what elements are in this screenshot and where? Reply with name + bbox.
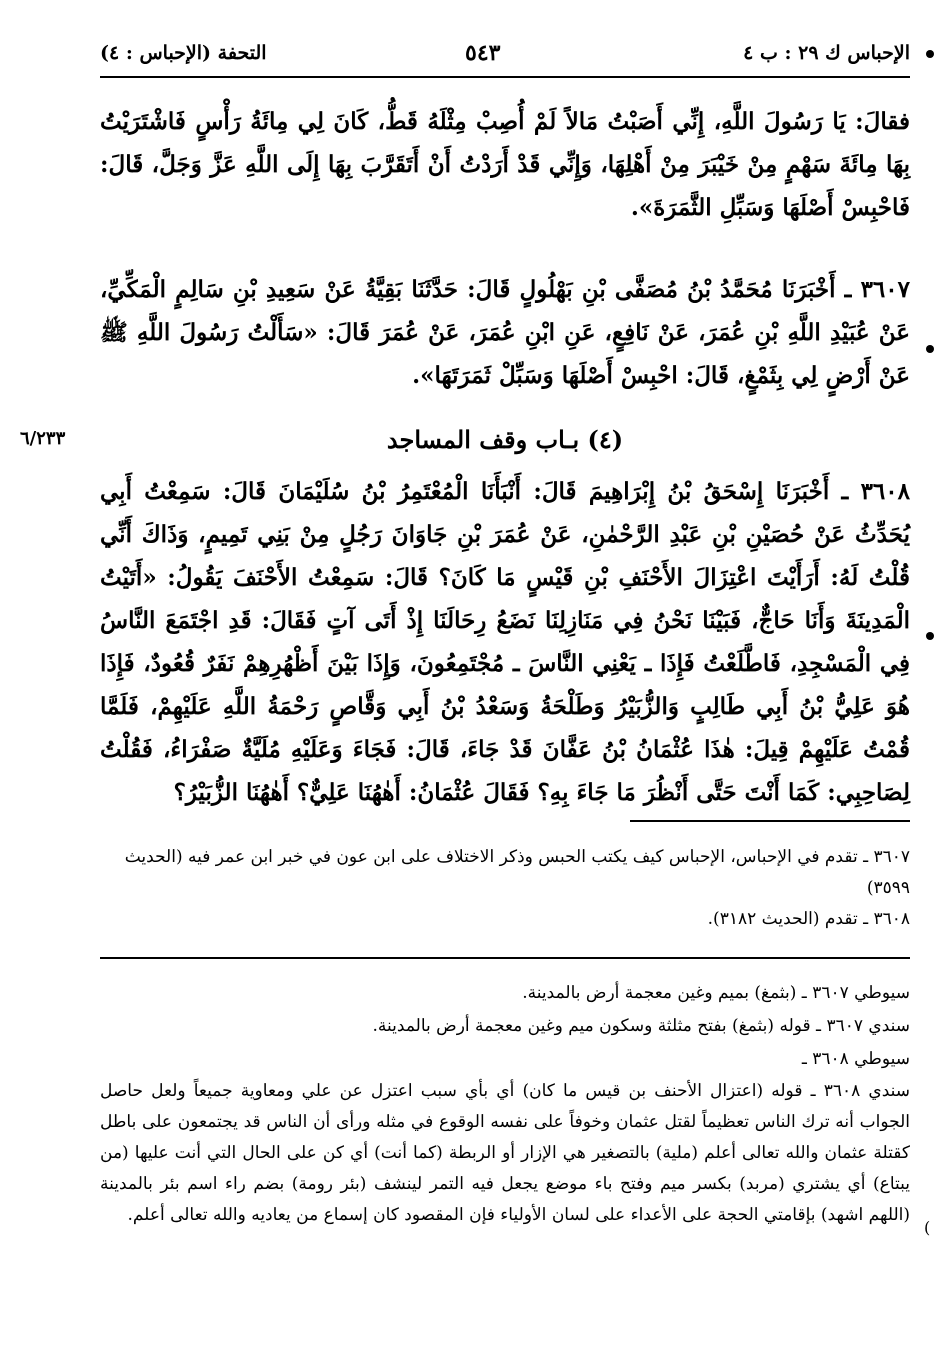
commentary-divider (100, 957, 910, 959)
footnote-3607: ٣٦٠٧ ـ تقدم في الإحباس، الإحباس كيف يكتب الحبس وذكر الاختلاف على ابن عون في خبر ابن عمر فيه (الحديث ٣٥٩٩) (124, 847, 910, 898)
commentary-sindi-3607: سندي ٣٦٠٧ ـ قوله (بثمغ) بفتح مثلثة وسكون ميم وغين معجمة أرض بالمدينة. (372, 1016, 910, 1036)
commentary-suyuti-3608: سيوطي ٣٦٠٨ ـ (801, 1049, 910, 1069)
commentary-suyuti-3607: سيوطي ٣٦٠٧ ـ (بثمغ) بميم وغين معجمة أرض بالمدينة. (522, 983, 910, 1003)
hadith-continuation: فقالَ: يَا رَسُولَ اللَّهِ، إِنِّي أَصَبْتُ مَالاً لَمْ أُصِبْ مِثْلَهُ قَطُّ، كَانَ لِي مِائَةُ رَأْسٍ فَاشْتَرَيْتُ بِهَا مِائَةَ سَهْمٍ مِنْ خَيْبَرَ مِنْ أَهْلِهَا، وَإِنِّي قَدْ أَرَدْتُ أَنْ أَتَقَرَّبَ بِهَا إِلَى اللَّهِ عَزَّ وَجَلَّ، قَالَ: فَاحْبِسْ أَصْلَهَا وَسَبِّلِ الثَّمَرَةَ». (100, 108, 910, 221)
header-tuhfa-ref: التحفة (الإحباس : ٤) (100, 42, 267, 64)
footnote-3608: ٣٦٠٨ ـ تقدم (الحديث ٣١٨٢). (707, 909, 910, 929)
running-header (100, 40, 910, 78)
margin-reference: ٦/٢٣٣ (20, 428, 66, 449)
margin-dot (926, 50, 934, 58)
margin-dot (926, 632, 934, 640)
margin-dot (926, 345, 934, 353)
page-number: ٥٤٣ (465, 40, 501, 66)
footnote-divider (630, 820, 910, 822)
header-book-ref: الإحباس ك ٢٩ : ب ٤ (743, 42, 910, 64)
chapter-title: (٤) بـاب وقف المساجد (386, 425, 624, 454)
margin-paren-mark: ( (924, 1218, 931, 1237)
hadith-3607: ٣٦٠٧ ـ أَخْبَرَنَا مُحَمَّدُ بْنُ مُصَفَّى بْنِ بَهْلُولٍ قَالَ: حَدَّثَنَا بَقِيَّةُ عَنْ سَعِيدِ بْنِ سَالِمٍ الْمَكِّيِّ، عَنْ عُبَيْدِ اللَّهِ بْنِ عُمَرَ، عَنْ نَافِعٍ، عَنِ ابْنِ عُمَرَ، عَنْ عُمَرَ قَالَ: «سَأَلْتُ رَسُولَ اللَّهِ ﷺ عَنْ أَرْضٍ لِي بِثَمْغٍ، قَالَ: احْبِسْ أَصْلَهَا وَسَبِّلْ ثَمَرَتَهَا». (100, 276, 910, 389)
commentary-sindi-3608: سندي ٣٦٠٨ ـ قوله (اعتزال الأحنف بن قيس ما كان) أي بأي سبب اعتزل عن علي ومعاوية جميعاً ولعل حاصل الجواب أنه ترك الناس تعظيماً لقتل عثمان وخوفاً على نفسه الوقوع في مثله ورأى أن الناس قد يجتمعون على باطل كقتلة عثمان والله تعالى أعلم (ملية) بالتصغير هي الإزار أو الربطة (كما أنت) أي كن على الحال التي أنت عليها (من يبتاع) أي يشتري (مربد) بكسر ميم وفتح باء موضع يجعل فيه التمر لينشف (بئر رومة) بضم راء اسم بئر بالمدينة (اللهم اشهد) بإقامتي الحجة على الأعداء على لسان الأولياء فإن المقصود كان إسماع من يعاديه والله تعالى أعلم. (100, 1081, 910, 1225)
hadith-3608: ٣٦٠٨ ـ أَخْبَرَنَا إِسْحَقُ بْنُ إِبْرَاهِيمَ قَالَ: أَنْبَأَنَا الْمُعْتَمِرُ بْنُ سُلَيْمَانَ قَالَ: سَمِعْتُ أَبِي يُحَدِّثُ عَنْ حُصَيْنِ بْنِ عَبْدِ الرَّحْمٰنِ، عَنْ عُمَرَ بْنِ جَاوَانَ رَجُلٍ مِنْ بَنِي تَمِيمٍ، وَذَاكَ أَنِّي قُلْتُ لَهُ: أَرَأَيْتَ اعْتِزَالَ الأَحْنَفِ بْنِ قَيْسٍ مَا كَانَ؟ قَالَ: سَمِعْتُ الأَحْنَفَ يَقُولُ: «أَتَيْتُ الْمَدِينَةَ وَأَنَا حَاجٌّ، فَبَيْنَا نَحْنُ فِي مَنَازِلِنَا نَضَعُ رِحَالَنَا إِذْ أَتَى آتٍ فَقَالَ: قَدِ اجْتَمَعَ النَّاسُ فِي الْمَسْجِدِ، فَاطَّلَعْتُ فَإِذَا ـ يَعْنِي النَّاسَ ـ مُجْتَمِعُونَ، وَإِذَا بَيْنَ أَظْهُرِهِمْ نَفَرٌ قُعُودٌ، فَإِذَا هُوَ عَلِيُّ بْنُ أَبِي طَالِبٍ وَالزُّبَيْرُ وَطَلْحَةُ وَسَعْدُ بْنُ أَبِي وَقَّاصٍ رَحْمَةُ اللَّهِ عَلَيْهِمْ، فَلَمَّا قُمْتُ عَلَيْهِمْ قِيلَ: هٰذَا عُثْمَانُ بْنُ عَفَّانَ قَدْ جَاءَ، قَالَ: فَجَاءَ وَعَلَيْهِ مُلَيَّةٌ صَفْرَاءُ، فَقُلْتُ لِصَاحِبِي: كَمَا أَنْتَ حَتَّى أَنْظُرَ مَا جَاءَ بِهِ؟ فَقَالَ عُثْمَانُ: أَهٰهُنَا عَلِيٌّ؟ أَهٰهُنَا الزُّبَيْرُ؟ (100, 478, 910, 806)
